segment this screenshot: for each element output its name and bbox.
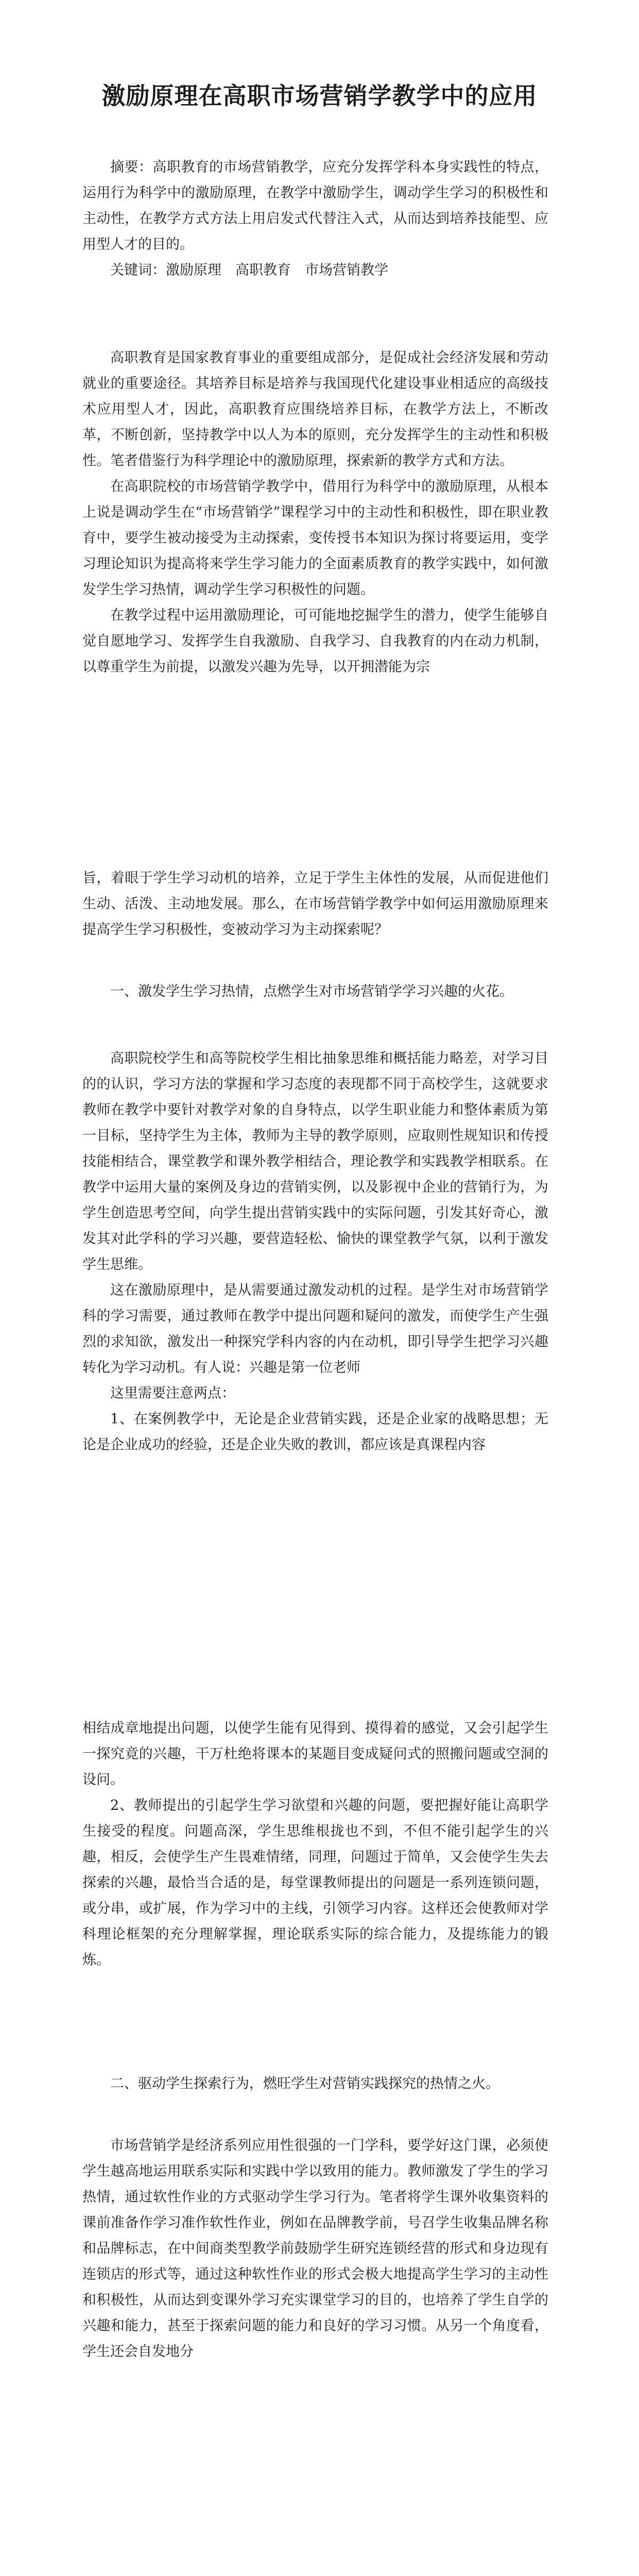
body-paragraph: 在高职院校的市场营销学教学中，借用行为科学中的激励原理，从根本上说是调动学生在“市场营销学”课程学习中的主动性和积极性，即在职业教育中，要学生被动接受为主动探索，变传授书本知识为探讨将要运用，变学习理论知识为提高将来学生学习能力的全面素质教育的教学实践中，如何激发学生学习热情，调动学生学习积极性的问题。 <box>82 479 548 598</box>
body-section-4 <box>82 1716 548 1973</box>
body-paragraph: 这里需要注意两点： <box>110 1385 235 1401</box>
abstract-block <box>82 155 548 283</box>
section-heading: 二、驱动学生探索行为，燃旺学生对营销实践探究的热情之火。 <box>110 2076 499 2092</box>
body-paragraph: 高职院校学生和高等院校学生相比抽象思维和概括能力略差，对学习目的的认识，学习方法的掌握和学习态度的表现都不同于高校学生，这就要求教师在教学中要针对教学对象的自身特点，以学生职业能力和整体素质为第一目标，坚持学生为主体，教师为主导的教学原则，应取则性规知识和传授技能相结合，课堂教学和课外教学相结合，理论教学和实践教学相联系。在教学中运用大量的案例及身边的营销实例，以及影视中企业的营销行为，为学生创造思考空间，向学生提出营销实践中的实际问题，引发其好奇心，激发其对此学科的学习兴趣，要营造轻松、愉快的课堂教学气氛，以利于激发学生思维。 <box>82 1050 548 1273</box>
body-paragraph: 相结成章地提出问题，以使学生能有见得到、摸得着的感觉，又会引起学生一探究竟的兴趣，干万杜绝将课本的某题目变成疑问式的照搬问题或空洞的设问。 <box>82 1720 548 1788</box>
document-title: 激励原理在高职市场营销学教学中的应用 <box>101 82 538 110</box>
body-paragraph: 在教学过程中运用激励理论，可可能地挖掘学生的潜力，使学生能够自觉自愿地学习、发挥学生自我激励、自我学习、自我教育的内在动力机制，以尊重学生为前提，以激发兴趣为先导，以开拥潜能为宗 <box>82 607 548 675</box>
keywords: 关键词：激励原理 高职教育 市场营销教学 <box>110 262 388 278</box>
body-section-5 <box>82 2133 548 2365</box>
section-heading-2-block <box>82 2071 548 2097</box>
body-section-3 <box>82 1046 548 1458</box>
body-paragraph: 这在激励原理中，是从需要通过激发动机的过程。是学生对市场营销学科的学习需要，通过教师在教学中提出问题和疑问的激发，而使学生产生强烈的求知欲，激发出一种探究学科内容的内在动机，即引导学生把学习兴趣转化为学习动机。有人说：兴趣是第一位老师 <box>82 1282 548 1376</box>
body-paragraph: 高职教育是国家教育事业的重要组成部分，是促成社会经济发展和劳动就业的重要途径。其培养目标是培养与我国现代化建设事业相适应的高级技术应用型人才，因此，高职教育应围绕培养目标，在教学方法上，不断改革，不断创新，坚持教学中以人为本的原则，充分发挥学生的主动性和积极性。笔者借鉴行为科学理论中的激励原理，探索新的教学方式和方法。 <box>82 350 548 469</box>
body-section-1 <box>82 345 548 680</box>
list-item: 2、教师提出的引起学生学习欲望和兴趣的问题，要把握好能让高职学生接受的程度。问题高深，学生思维根拢也不到，不但不能引起学生的兴趣，相反，会使学生产生畏难情绪，同理，问题过于简单，又会使学生失去探索的兴趣，最恰当合适的是，每堂课教师提出的问题是一系列连锁问题，或分串，或扩展，作为学习中的主线，引领学习内容。这样还会使教师对学科理论框架的充分理解掌握，理论联系实际的综合能力，及提练能力的锻炼。 <box>82 1798 548 1968</box>
body-paragraph: 市场营销学是经济系列应用性很强的一门学科，要学好这门课，必须使学生越高地运用联系实际和实践中学以致用的能力。教师激发了学生的学习热情，通过软性作业的方式驱动学生学习行为。笔者将学生课外收集资料的课前准备作学习准作软性作业，例如在品牌教学前，号召学生收集品牌名称和品牌标志，在中间商类型教学前鼓励学生研究连锁经营的形式和身边现有连锁店的形式等，通过这种软性作业的形式会极大地提高学生学习的主动性和积极性，从而达到变课外学习充实课堂学习的目的，也培养了学生自学的兴趣和能力，甚至于探索问题的能力和良好的学习习惯。从另一个角度看，学生还会自发地分 <box>82 2138 548 2360</box>
section-heading-1-block <box>82 979 548 1005</box>
body-section-2 <box>82 866 548 943</box>
abstract: 摘要：高职教育的市场营销教学，应充分发挥学科本身实践性的特点，运用行为科学中的激励原理，在教学中激励学生，调动学生学习的积极性和主动性，在教学方式方法上用启发式代替注入式，从而达到培养技能型、应用型人才的目的。 <box>82 159 548 252</box>
list-item: 1、在案例教学中，无论是企业营销实践，还是企业家的战略思想；无论是企业成功的经验，还是企业失败的教训，都应该是真课程内容 <box>82 1411 548 1453</box>
section-heading: 一、激发学生学习热情，点燃学生对市场营销学学习兴趣的火花。 <box>110 984 513 999</box>
body-paragraph: 旨，着眼于学生学习动机的培养，立足于学生主体性的发展，从而促进他们生动、活泼、主动地发展。那么，在市场营销学教学中如何运用激励原理来提高学生学习积极性，变被动学习为主动探索呢？ <box>82 870 548 938</box>
